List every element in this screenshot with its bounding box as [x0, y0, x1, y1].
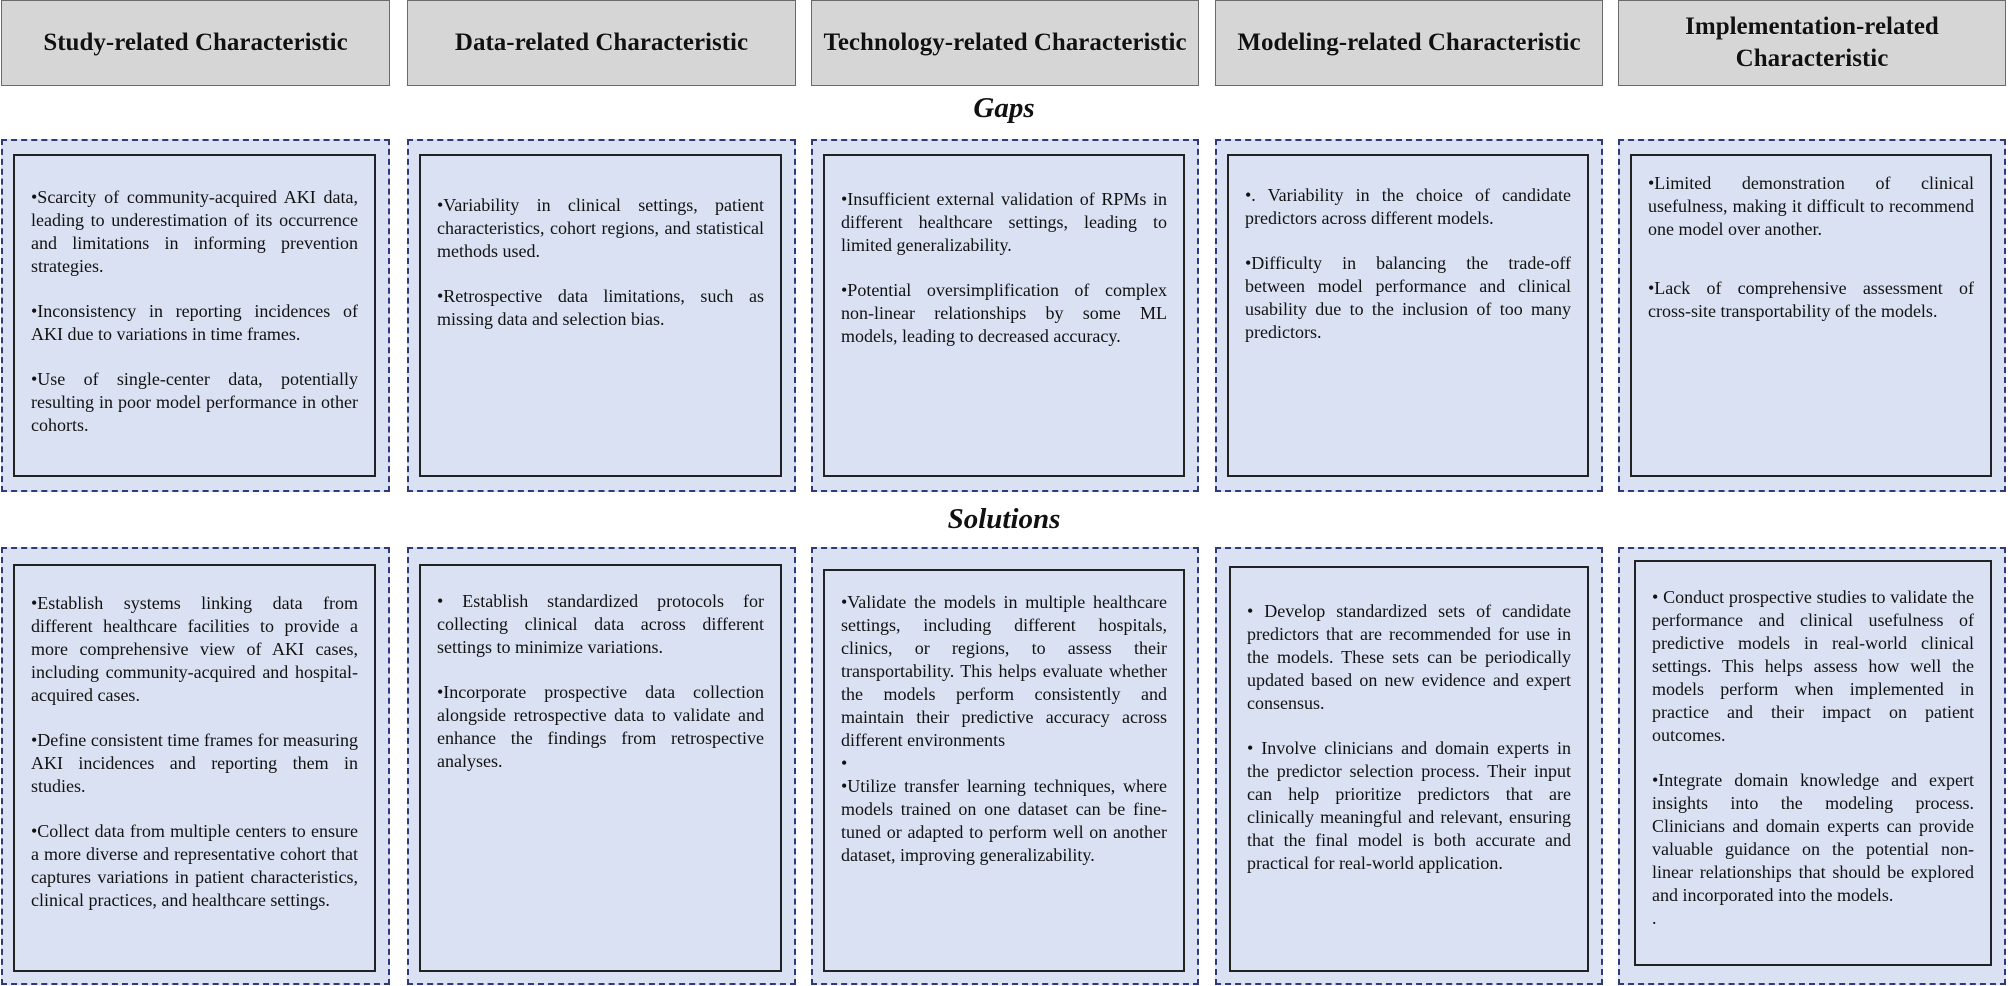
solution-item: •Establish systems linking data from different healthcare facilities to provide a more comprehensive view of AKI cases, including community-acquired and hospital-acquired cases.	[31, 593, 358, 705]
solutions-box-study	[13, 564, 376, 972]
solutions-section-label: Solutions	[947, 503, 1061, 535]
gaps-box-study	[13, 154, 376, 477]
gap-item: •Variability in clinical settings, patient characteristics, cohort regions, and statistical methods used.	[437, 195, 764, 261]
solutions-panel-study	[1, 547, 390, 985]
header-modeling	[1215, 0, 1603, 86]
solution-item: •Integrate domain knowledge and expert insights into the modeling process. Clinicians and domain experts can provide valuable guidance on the potential non-linear relationships that should be explored and incorporated into the models.	[1652, 770, 1974, 905]
solution-item: • Conduct prospective studies to validate the performance and clinical usefulness of predictive models in real-world clinical settings. This helps assess how well the models perform when implemented in practice and their impact on patient outcomes.	[1652, 587, 1974, 745]
gaps-box-technology	[823, 154, 1185, 477]
gap-item: •Insufficient external validation of RPMs in different healthcare settings, leading to limited generalizability.	[841, 189, 1167, 255]
solution-item: •Incorporate prospective data collection alongside retrospective data to validate and enhance the findings from retrospective analyses.	[437, 682, 764, 771]
gap-item: •Inconsistency in reporting incidences of AKI due to variations in time frames.	[31, 301, 358, 344]
gap-item: •Scarcity of community-acquired AKI data, leading to underestimation of its occurrence and limitations in informing prevention strategies.	[31, 187, 358, 276]
gap-item: •Retrospective data limitations, such as missing data and selection bias.	[437, 286, 764, 329]
header-study-text: Study-related Characteristic	[43, 29, 348, 56]
solution-item: •Define consistent time frames for measuring AKI incidences and reporting them in studies.	[31, 730, 358, 796]
solution-item: • Establish standardized protocols for collecting clinical data across different settings to minimize variations.	[437, 591, 764, 657]
header-data-text: Data-related Characteristic	[454, 29, 749, 56]
solutions-panel-data	[407, 547, 796, 985]
gap-item: •. Variability in the choice of candidate predictors across different models.	[1245, 185, 1571, 228]
header-technology-text: Technology-related Characteristic	[823, 29, 1187, 56]
gaps-panel-data	[407, 139, 796, 492]
header-implementation	[1618, 0, 2006, 86]
gaps-panel-modeling	[1215, 139, 1603, 492]
gaps-section-label: Gaps	[973, 92, 1035, 124]
gaps-box-data	[419, 154, 782, 477]
header-modeling-text: Modeling-related Characteristic	[1237, 29, 1581, 56]
gap-item: •Use of single-center data, potentially resulting in poor model performance in other cohorts.	[31, 369, 358, 435]
gaps-box-implementation	[1630, 154, 1992, 477]
solutions-box-technology	[823, 569, 1185, 972]
solution-item: .	[1652, 908, 1657, 928]
solutions-box-modeling	[1229, 566, 1589, 972]
header-technology	[811, 0, 1199, 86]
gap-item: •Potential oversimplification of complex non-linear relationships by some ML models, leading to decreased accuracy.	[841, 280, 1167, 346]
solution-item: •Collect data from multiple centers to ensure a more diverse and representative cohort that captures variations in patient characteristics, clinical practices, and healthcare settings.	[31, 821, 358, 910]
gap-item: •Lack of comprehensive assessment of cross-site transportability of the models.	[1648, 278, 1974, 321]
gap-item: •Difficulty in balancing the trade-off between model performance and clinical usability due to the inclusion of too many predictors.	[1245, 253, 1571, 342]
gaps-panel-study	[1, 139, 390, 492]
gaps-panel-technology	[811, 139, 1199, 492]
gap-item: •Limited demonstration of clinical usefulness, making it difficult to recommend one model over another.	[1648, 173, 1974, 239]
solutions-panel-implementation	[1618, 547, 2006, 985]
gaps-panel-implementation	[1618, 139, 2006, 492]
solutions-box-implementation	[1634, 560, 1992, 966]
header-data	[407, 0, 796, 86]
solution-item: •Validate the models in multiple healthcare settings, including different hospitals, clinics, or regions, to assess their transportability. This helps evaluate whether the models perform consistently and maintain their predictive accuracy across different environments	[841, 592, 1167, 750]
solutions-panel-modeling	[1215, 547, 1603, 985]
solution-item: •Utilize transfer learning techniques, where models trained on one dataset can be fine-tuned or adapted to perform well on another dataset, improving generalizability.	[841, 776, 1167, 865]
gaps-box-modeling	[1227, 154, 1589, 477]
header-implementation-text: Implementation-related Characteristic	[1685, 13, 1939, 72]
solution-item: • Involve clinicians and domain experts in the predictor selection process. Their input can help prioritize predictors that are clinically meaningful and relevant, ensuring that the final model is both accurate and practical for real-world application.	[1247, 738, 1571, 873]
solution-item: • Develop standardized sets of candidate predictors that are recommended for use in the models. These sets can be periodically updated based on new evidence and expert consensus.	[1247, 601, 1571, 713]
header-study	[1, 0, 390, 86]
solutions-panel-technology	[811, 547, 1199, 985]
solutions-box-data	[419, 564, 782, 972]
solution-item: •	[841, 753, 848, 773]
